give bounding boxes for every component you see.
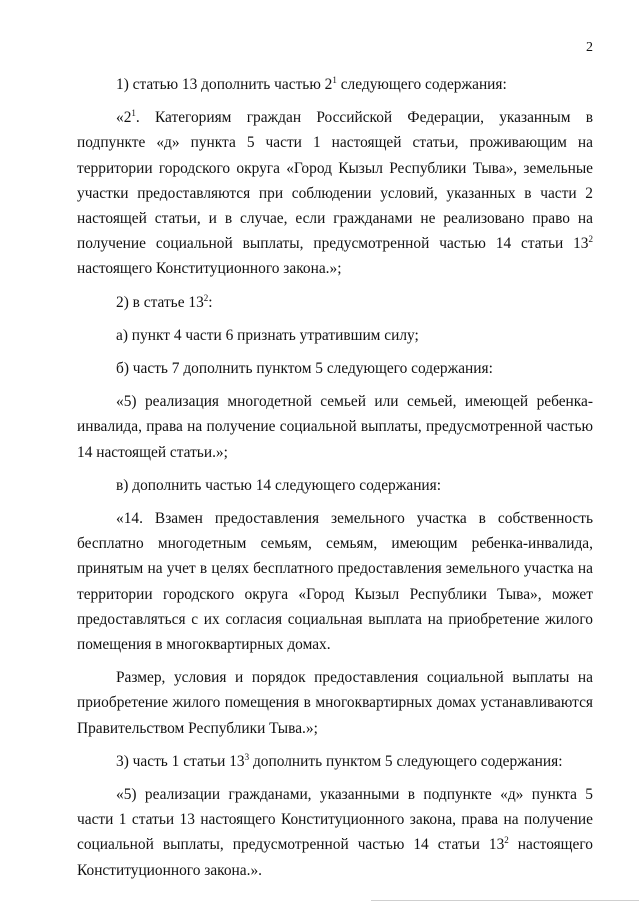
paragraph [77, 749, 593, 774]
footer-rule [371, 900, 639, 901]
paragraph [77, 356, 593, 381]
document-body [77, 72, 593, 891]
text-run: следующего содержания: [336, 76, 507, 93]
paragraph [77, 473, 593, 498]
text-run: «5) реализация многодетной семьей или семьей, имеющей ребенка-инвалида, права на получение социальной выплаты, предусмотренной частью 14 настоящей статьи.»; [77, 393, 593, 461]
text-run: настоящего Конституционного закона.»; [77, 260, 342, 278]
superscript: 3 [244, 751, 250, 762]
text-run: . Категориям граждан Российской Федерации, указанным в подпункте «д» пункта 5 части 1 настоящей статьи, проживающим на территории городского округа «Город Кызыл Республики Тыва», земельные участки предоставляются при соблюдении условий, указанных в части 2 настоящей статьи, и в случае, если гражданами не реализовано право на получение социальной выплаты, предусмотренной частью 14 статьи 13 [77, 109, 593, 253]
text-run: настоящего Конституционного закона.». [77, 836, 593, 879]
text-run: 2) в статье 13 [116, 293, 204, 311]
text-run: а) пункт 4 части 6 признать утратившим силу; [116, 326, 419, 344]
text-run: «5) реализации гражданами, указанными в подпункте «д» пункта 5 части 1 статьи 13 настоящего Конституционного закона, права на получение социальной выплаты, предусмотренной частью 14 статьи 13 [77, 786, 593, 854]
superscript: 1 [131, 108, 136, 119]
text-run: 1) статью 13 дополнить частью 2 [116, 76, 333, 93]
text-run: Размер, условия и порядок предоставления социальной выплаты на приобретение жилого помещения в многоквартирных домах устанавливаются Правительством Республики Тыва.»; [77, 669, 593, 737]
text-run: дополнить пунктом 5 следующего содержания: [249, 752, 563, 770]
text-run: «2 [116, 109, 132, 127]
paragraph [77, 72, 593, 97]
paragraph [77, 782, 593, 883]
text-run: б) часть 7 дополнить пунктом 5 следующего содержания: [116, 360, 493, 378]
paragraph [77, 105, 593, 281]
paragraph [77, 389, 593, 465]
page-number: 2 [586, 40, 593, 55]
superscript: 1 [332, 74, 337, 85]
text-run: : [208, 293, 213, 311]
text-run: в) дополнить частью 14 следующего содержания: [116, 476, 442, 494]
superscript: 2 [588, 234, 593, 245]
superscript: 2 [203, 292, 209, 303]
paragraph [77, 290, 593, 315]
text-run: «14. Взамен предоставления земельного участка в собственность бесплатно многодетным семьям, семьям, имеющим ребенка-инвалида, принятым на учет в целях бесплатного предоставления земельного участка на территории городского округа «Город Кызыл Республики Тыва», может предоставляться с их согласия социальная выплата на приобретение жилого помещения в многоквартирных домах. [77, 510, 593, 654]
text-run: 3) часть 1 статьи 13 [116, 752, 245, 770]
paragraph [77, 506, 593, 657]
paragraph [77, 665, 593, 741]
paragraph [77, 323, 593, 348]
superscript: 2 [504, 835, 509, 846]
